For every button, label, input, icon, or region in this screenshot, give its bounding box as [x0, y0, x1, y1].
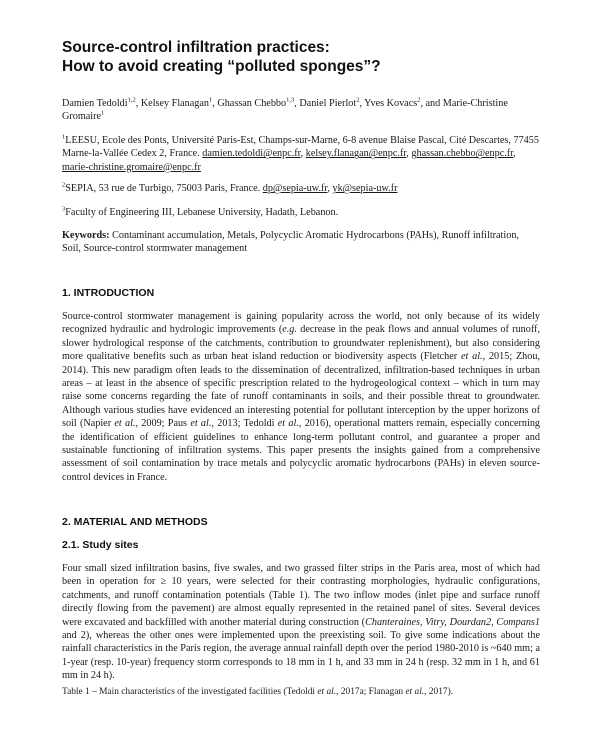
- section-heading-introduction: 1. INTRODUCTION: [62, 287, 155, 299]
- italic-run: et al.: [190, 418, 212, 430]
- text-run: , 2013; Tedoldi: [211, 418, 278, 430]
- email-link[interactable]: damien.tedoldi@enpc.fr: [202, 148, 301, 160]
- email-link[interactable]: kelsey.flanagan@enpc.fr: [305, 148, 407, 160]
- section-heading-methods: 2. MATERIAL AND METHODS: [62, 516, 208, 528]
- separator: ,: [406, 148, 412, 160]
- separator: ,: [300, 148, 306, 160]
- separator: ,: [513, 148, 516, 160]
- text-run: Table 1 – Main characteristics of the investigated facilities (Tedoldi: [62, 687, 318, 697]
- keywords-text: Contaminant accumulation, Metals, Polycyclic Aromatic Hydrocarbons (PAHs), Runoff infiltration, Soil, Source-control stormwater management: [62, 230, 519, 255]
- text-run: decrease in the peak flows and annual volumes of runoff, slower hydrological response of the catchments, contribution to groundwater replenishment), but also considering more qualitative benefits such as urban heat island reduction or biodiversity aspects (Fletcher: [62, 324, 540, 363]
- text-run: , 2009; Paus: [135, 418, 191, 430]
- author-name: , Ghassan Chebbo: [212, 98, 287, 109]
- affiliation-3: [62, 206, 540, 219]
- keywords-label: Keywords:: [62, 230, 110, 241]
- affiliation-text: SEPIA, 53 rue de Turbigo, 75003 Paris, France.: [65, 183, 263, 194]
- introduction-paragraph: [62, 310, 540, 484]
- italic-run: e.g.: [282, 324, 297, 336]
- affiliation-number: 1: [62, 133, 66, 141]
- title-line-1: Source-control infiltration practices:: [62, 39, 330, 56]
- study-sites-paragraph: [62, 562, 540, 683]
- separator: ,: [327, 183, 333, 194]
- affiliation-2: [62, 182, 540, 195]
- affiliation-number: 3: [62, 205, 66, 213]
- author-name: , Daniel Pierlot: [294, 98, 357, 109]
- email-link[interactable]: dp@sepia-uw.fr: [262, 183, 328, 194]
- text-run: and 2), whereas the other ones were implemented upon the preexisting soil. To give some indications about the rainfall characteristics in the Paris region, the average annual rainfall depth over the period 1980-2010 is ~640 mm; a 1-year (resp. 10-year) frequency storm corresponds to 18 mm in 1 h, and 33 mm in 24 h (resp. 32 mm in 1 h, and 61 mm in 24 h).: [62, 630, 540, 682]
- italic-run: Chanteraines, Vitry, Dourdan2, Compans1: [365, 616, 540, 628]
- text-run: , 2015; Zhou, 2014). This new paradigm often leads to the dissemination of decentralized, infiltration-based techniques in urban areas – at least in the absence of specific prescription related to the hydrogeological context – which in turn may raise some concerns regarding the fate of runoff contaminants in soils, and their possible threat to groundwater. Although various studies have evidenced an interesting potential for pollutant interception by the upper horizons of soil (Napier: [62, 351, 541, 430]
- author-affiliation-mark: 1: [101, 110, 105, 118]
- author-affiliation-mark: 1,2: [127, 96, 136, 104]
- text-run: , 2017).: [424, 687, 454, 697]
- text-run: Source-control stormwater management is gaining popularity across the world, not only because of its widely recognized hydraulic and hydrologic improvements (: [62, 311, 540, 336]
- paper-title: [62, 38, 542, 76]
- author-list: [62, 97, 540, 124]
- author-affiliation-mark: 2: [356, 96, 360, 104]
- italic-run: et al.: [460, 351, 483, 363]
- affiliation-text: Faculty of Engineering III, Lebanese University, Hadath, Lebanon.: [65, 207, 339, 218]
- author-affiliation-mark: 2: [417, 96, 421, 104]
- text-run: Four small sized infiltration basins, five swales, and two grassed filter strips in the Paris area, most of which had been in operation for ≥ 10 years, were selected for their contrasting morphologies, hydraulic configurations, catchments, and runoff contamination potentials (Table 1). The two inflow modes (inlet pipe and surface runoff directly flowing from the pavement) are almost equally represented in the retained panel of sites. Several devices were excavated and backfilled with another material during construction (: [62, 563, 540, 628]
- author-name: , Kelsey Flanagan: [135, 98, 209, 109]
- subsection-heading-study-sites: 2.1. Study sites: [62, 539, 139, 551]
- affiliation-text: LEESU, Ecole des Ponts, Université Paris-Est, Champs-sur-Marne, 6-8 avenue Blaise Pascal, Cité Descartes, 77455 Marne-la-Vallée Cedex 2, France.: [62, 135, 539, 160]
- author-affiliation-mark: 1: [209, 96, 213, 104]
- text-run: , 2016), operational matters remain, especially concerning the identification of efficient guidelines to enhance long-term pollutant control, and guarantee a proper and sustainable functioning of infiltration systems. This paper presents the insights gained from a comprehensive assessment of soil contamination by trace metals and polycyclic aromatic hydrocarbons (PAHs) in eleven source-control devices in France.: [62, 418, 541, 483]
- email-link[interactable]: marie-christine.gromaire@enpc.fr: [62, 161, 201, 173]
- italic-run: et al.: [277, 418, 299, 430]
- affiliation-1: [62, 134, 540, 174]
- affiliation-number: 2: [62, 181, 66, 189]
- author-name: , Yves Kovacs: [359, 98, 418, 109]
- title-line-2: How to avoid creating “polluted sponges”?: [62, 58, 381, 75]
- email-link[interactable]: yk@sepia-uw.fr: [332, 183, 398, 194]
- author-name: , and Marie-Christine Gromaire: [62, 98, 508, 123]
- text-run: , 2017a; Flanagan: [336, 687, 406, 697]
- italic-run: et al.: [317, 687, 337, 697]
- author-affiliation-mark: 1,3: [286, 96, 295, 104]
- keywords: [62, 229, 540, 256]
- author-name: Damien Tedoldi: [62, 98, 128, 109]
- italic-run: et al.: [114, 418, 136, 430]
- table-caption: [62, 686, 540, 699]
- email-link[interactable]: ghassan.chebbo@enpc.fr: [411, 148, 514, 160]
- italic-run: et al.: [405, 687, 425, 697]
